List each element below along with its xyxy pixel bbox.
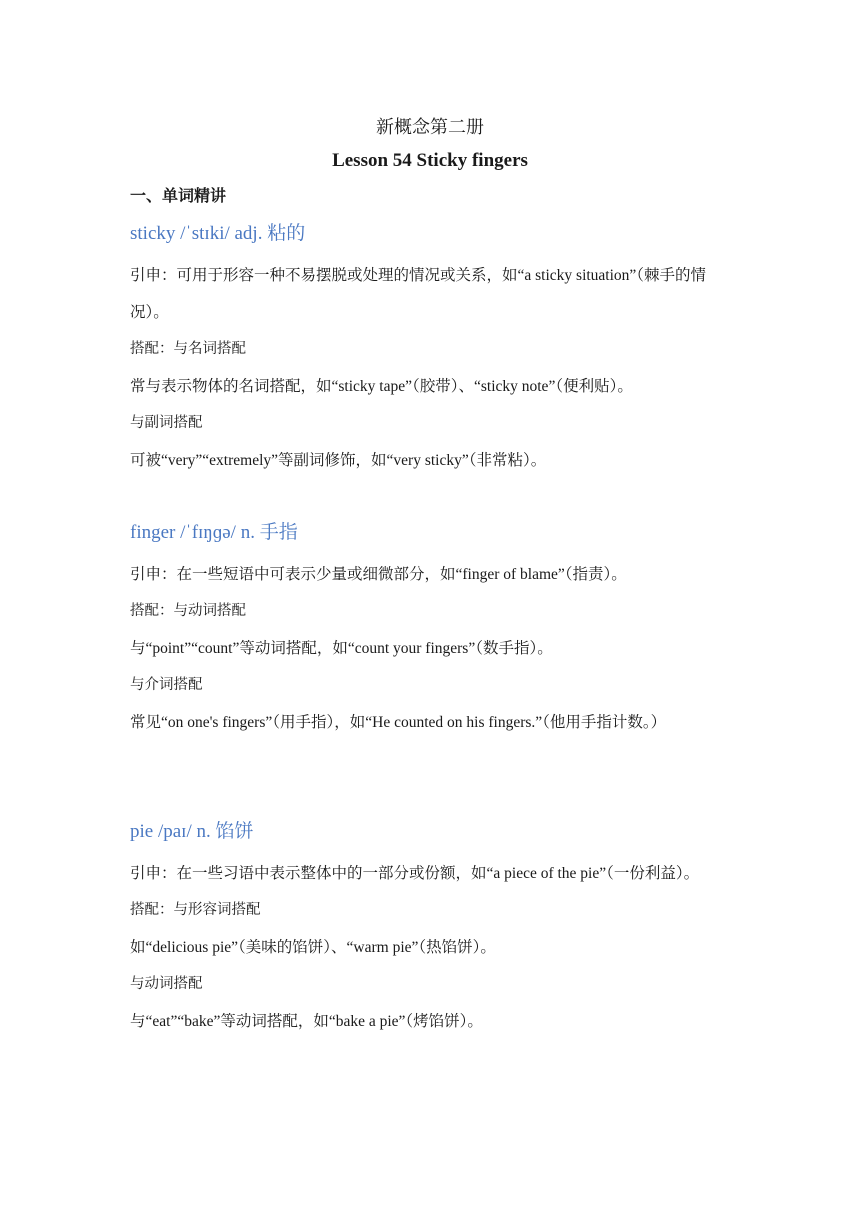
collocation-text: 常见“on one's fingers”（用手指），如“He counted on his fingers.”（他用手指计数。）	[130, 714, 667, 731]
headword: pie /paɪ/ n. 馅饼	[130, 821, 254, 842]
vocab-entry-pie	[130, 819, 735, 1040]
collocation-label: 搭配：与动词搭配	[130, 603, 246, 619]
vocab-entry-sticky	[130, 221, 735, 479]
collocation-sub-label: 与副词搭配	[130, 415, 203, 431]
collocation-sub-label: 与介词搭配	[130, 677, 203, 693]
vocab-entry-finger	[130, 520, 735, 741]
collocation-text: 如“delicious pie”（美味的馅饼）、“warm pie”（热馅饼）。	[130, 939, 496, 956]
lesson-title: Lesson 54 Sticky fingers	[332, 150, 528, 171]
collocation-text: 与“point”“count”等动词搭配，如“count your fingers”（数手指）。	[130, 640, 553, 657]
headword: finger /ˈfɪŋɡə/ n. 手指	[130, 522, 298, 543]
page-title: 新概念第二册	[376, 117, 484, 137]
collocation-label: 搭配：与名词搭配	[130, 341, 246, 357]
collocation-text: 常与表示物体的名词搭配，如“sticky tape”（胶带）、“sticky note”（便利贴）。	[130, 378, 633, 395]
collocation-text: 可被“very”“extremely”等副词修饰，如“very sticky”（非常粘）。	[130, 452, 547, 469]
section-heading: 一、单词精讲	[130, 188, 227, 205]
extension-text: 引申：在一些短语中可表示少量或细微部分，如“finger of blame”（指责）。	[130, 566, 627, 583]
collocation-sub-label: 与动词搭配	[130, 976, 203, 992]
collocation-label: 搭配：与形容词搭配	[130, 902, 261, 918]
extension-text: 引申：在一些习语中表示整体中的一部分或份额，如“a piece of the pie”（一份利益）。	[130, 865, 700, 882]
extension-text: 引申：可用于形容一种不易摆脱或处理的情况或关系，如“a sticky situation”（棘手的情况）。	[130, 267, 707, 321]
headword: sticky /ˈstɪki/ adj. 粘的	[130, 223, 306, 244]
collocation-text: 与“eat”“bake”等动词搭配，如“bake a pie”（烤馅饼）。	[130, 1013, 483, 1030]
